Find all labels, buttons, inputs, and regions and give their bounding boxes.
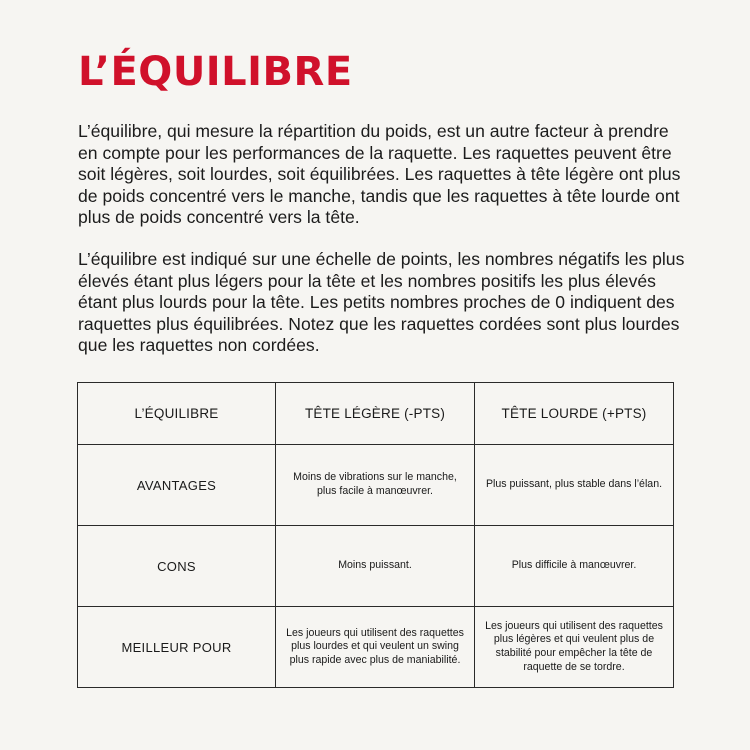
row-label-advantages: AVANTAGES: [78, 445, 276, 526]
row-label-best-for: MEILLEUR POUR: [78, 607, 276, 688]
table-row: [78, 607, 674, 688]
cell-light-cons: Moins puissant.: [276, 526, 475, 607]
header-head-heavy: TÊTE LOURDE (+PTS): [475, 383, 674, 445]
table-row: [78, 526, 674, 607]
scale-paragraph: L’équilibre est indiqué sur une échelle de points, les nombres négatifs les plus élevés étant plus légers pour la tête et les nombres positifs les plus élevés étant plus lourds pour la tête. Les petits nombres proches de 0 indiquent des raquettes plus équilibrées. Notez que les raquettes cordées sont plus lourdes que les raquettes non cordées.: [78, 249, 685, 356]
table-row: [78, 445, 674, 526]
cell-heavy-advantages: Plus puissant, plus stable dans l’élan.: [475, 445, 674, 526]
page-title: L’ÉQUILIBRE: [78, 49, 353, 95]
cell-heavy-best-for: Les joueurs qui utilisent des raquettes plus légères et qui veulent plus de stabilité pour empêcher la tête de raquette de se tordre.: [475, 607, 674, 688]
intro-paragraph: L’équilibre, qui mesure la répartition du poids, est un autre facteur à prendre en compte pour les performances de la raquette. Les raquettes peuvent être soit légères, soit lourdes, soit équilibrées. Les raquettes à tête légère ont plus de poids concentré vers le manche, tandis que les raquettes à tête lourde ont plus de poids concentré vers la tête.: [78, 121, 681, 228]
header-head-light: TÊTE LÉGÈRE (-PTS): [276, 383, 475, 445]
cell-heavy-cons: Plus difficile à manœuvrer.: [475, 526, 674, 607]
row-label-cons: CONS: [78, 526, 276, 607]
table-header-row: [78, 383, 674, 445]
balance-comparison-table: [77, 382, 674, 688]
header-balance: L’ÉQUILIBRE: [78, 383, 276, 445]
cell-light-best-for: Les joueurs qui utilisent des raquettes plus lourdes et qui veulent un swing plus rapide avec plus de maniabilité.: [276, 607, 475, 688]
cell-light-advantages: Moins de vibrations sur le manche, plus facile à manœuvrer.: [276, 445, 475, 526]
